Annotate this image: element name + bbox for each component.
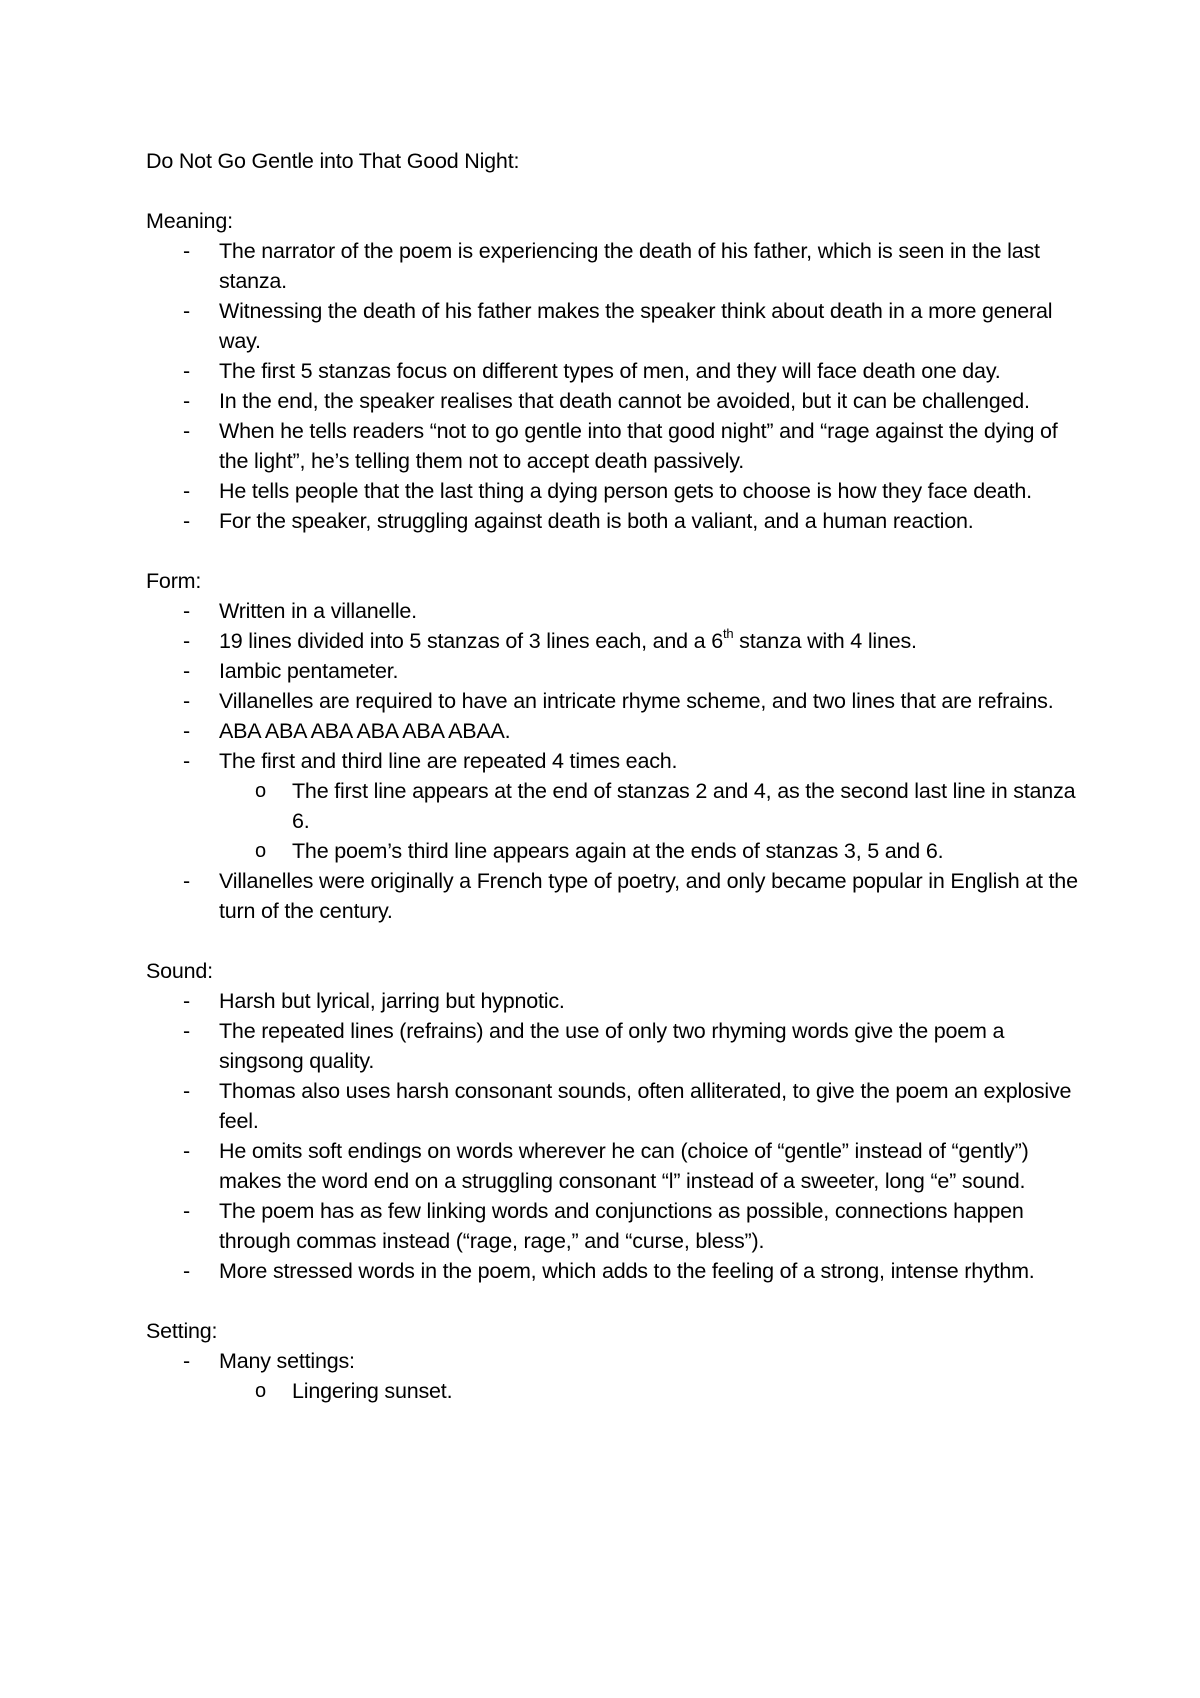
list-item: [146, 1076, 1086, 1136]
sub-list-item: [219, 776, 1086, 836]
dash-marker: -: [183, 1199, 190, 1223]
list-item: [146, 506, 1086, 536]
list-item-text: Thomas also uses harsh consonant sounds, often alliterated, to give the poem an explosive feel.: [219, 1079, 1072, 1133]
section-heading-form: Form:: [146, 569, 202, 593]
dash-marker: -: [183, 629, 190, 653]
section-heading-setting: Setting:: [146, 1319, 218, 1343]
dash-marker: -: [183, 659, 190, 683]
list-item-text: stanza with 4 lines.: [733, 629, 917, 653]
ordinal-superscript: th: [722, 625, 734, 641]
dash-marker: -: [183, 689, 190, 713]
list-item-text: He tells people that the last thing a dying person gets to choose is how they face death.: [219, 479, 1032, 503]
sub-list: [219, 1376, 1086, 1406]
list-item: [146, 1016, 1086, 1076]
list-item: [146, 866, 1086, 926]
dash-marker: -: [183, 599, 190, 623]
section-heading-meaning: Meaning:: [146, 209, 233, 233]
list-item-text: For the speaker, struggling against death is both a valiant, and a human reaction.: [219, 509, 974, 533]
sub-list-item: [219, 1376, 1086, 1406]
dash-marker: -: [183, 869, 190, 893]
circle-marker: o: [255, 780, 266, 802]
document-page: [146, 146, 1086, 1406]
spacer: [146, 1286, 1086, 1316]
circle-marker: o: [255, 840, 266, 862]
sub-list-item: [219, 836, 1086, 866]
dash-marker: -: [183, 1079, 190, 1103]
list-item-text: The first 5 stanzas focus on different types of men, and they will face death one day.: [219, 359, 1001, 383]
dash-marker: -: [183, 719, 190, 743]
spacer: [146, 926, 1086, 956]
list-item-text: Written in a villanelle.: [219, 599, 417, 623]
section-heading-sound: Sound:: [146, 959, 213, 983]
list-item: [146, 656, 1086, 686]
dash-marker: -: [183, 359, 190, 383]
list-item: [146, 686, 1086, 716]
dash-marker: -: [183, 749, 190, 773]
sound-list: [146, 986, 1086, 1286]
document-title: Do Not Go Gentle into That Good Night:: [146, 149, 520, 173]
form-list: [146, 596, 1086, 926]
dash-marker: -: [183, 1019, 190, 1043]
list-item-text: Many settings:: [219, 1349, 355, 1373]
list-item: [146, 416, 1086, 476]
list-item: [146, 1136, 1086, 1196]
list-item-text: The repeated lines (refrains) and the use of only two rhyming words give the poem a singsong quality.: [219, 1019, 1005, 1073]
dash-marker: -: [183, 1259, 190, 1283]
list-item: [146, 476, 1086, 506]
list-item-text: 19 lines divided into 5 stanzas of 3 lines each, and a 6: [219, 629, 723, 653]
setting-list: [146, 1346, 1086, 1406]
list-item-text: The poem’s third line appears again at the ends of stanzas 3, 5 and 6.: [292, 839, 944, 863]
list-item-text: The narrator of the poem is experiencing the death of his father, which is seen in the last stanza.: [219, 239, 1040, 293]
dash-marker: -: [183, 419, 190, 443]
dash-marker: -: [183, 1139, 190, 1163]
list-item-text: He omits soft endings on words wherever he can (choice of “gentle” instead of “gently”) makes the word end on a struggling consonant “l” instead of a sweeter, long “e” sound.: [219, 1139, 1029, 1193]
list-item: [146, 296, 1086, 356]
dash-marker: -: [183, 1349, 190, 1373]
dash-marker: -: [183, 389, 190, 413]
list-item-text: The first line appears at the end of stanzas 2 and 4, as the second last line in stanza 6.: [292, 779, 1076, 833]
list-item: [146, 1196, 1086, 1256]
meaning-list: [146, 236, 1086, 536]
list-item-text: In the end, the speaker realises that death cannot be avoided, but it can be challenged.: [219, 389, 1030, 413]
list-item-text: Iambic pentameter.: [219, 659, 399, 683]
dash-marker: -: [183, 479, 190, 503]
list-item-text: When he tells readers “not to go gentle into that good night” and “rage against the dying of the light”, he’s telling them not to accept death passively.: [219, 419, 1058, 473]
list-item: [146, 716, 1086, 746]
list-item-text: More stressed words in the poem, which adds to the feeling of a strong, intense rhythm.: [219, 1259, 1035, 1283]
list-item-text: ABA ABA ABA ABA ABA ABAA.: [219, 719, 511, 743]
list-item-text: Villanelles were originally a French type of poetry, and only became popular in English at the turn of the century.: [219, 869, 1078, 923]
list-item: [146, 1346, 1086, 1406]
circle-marker: o: [255, 1380, 266, 1402]
sub-list: [219, 776, 1086, 866]
dash-marker: -: [183, 299, 190, 323]
list-item-text: Lingering sunset.: [292, 1379, 453, 1403]
list-item: [146, 356, 1086, 386]
list-item-text: Harsh but lyrical, jarring but hypnotic.: [219, 989, 565, 1013]
list-item: [146, 236, 1086, 296]
list-item-text: Villanelles are required to have an intricate rhyme scheme, and two lines that are refrains.: [219, 689, 1054, 713]
spacer: [146, 176, 1086, 206]
list-item-text: The poem has as few linking words and conjunctions as possible, connections happen through commas instead (“rage, rage,” and “curse, bless”).: [219, 1199, 1024, 1253]
list-item: [146, 386, 1086, 416]
list-item: [146, 596, 1086, 626]
dash-marker: -: [183, 239, 190, 263]
spacer: [146, 536, 1086, 566]
list-item-text: Witnessing the death of his father makes the speaker think about death in a more general way.: [219, 299, 1053, 353]
dash-marker: -: [183, 509, 190, 533]
list-item: [146, 746, 1086, 866]
list-item: [146, 626, 1086, 656]
list-item: [146, 1256, 1086, 1286]
list-item: [146, 986, 1086, 1016]
dash-marker: -: [183, 989, 190, 1013]
list-item-text: The first and third line are repeated 4 times each.: [219, 749, 678, 773]
